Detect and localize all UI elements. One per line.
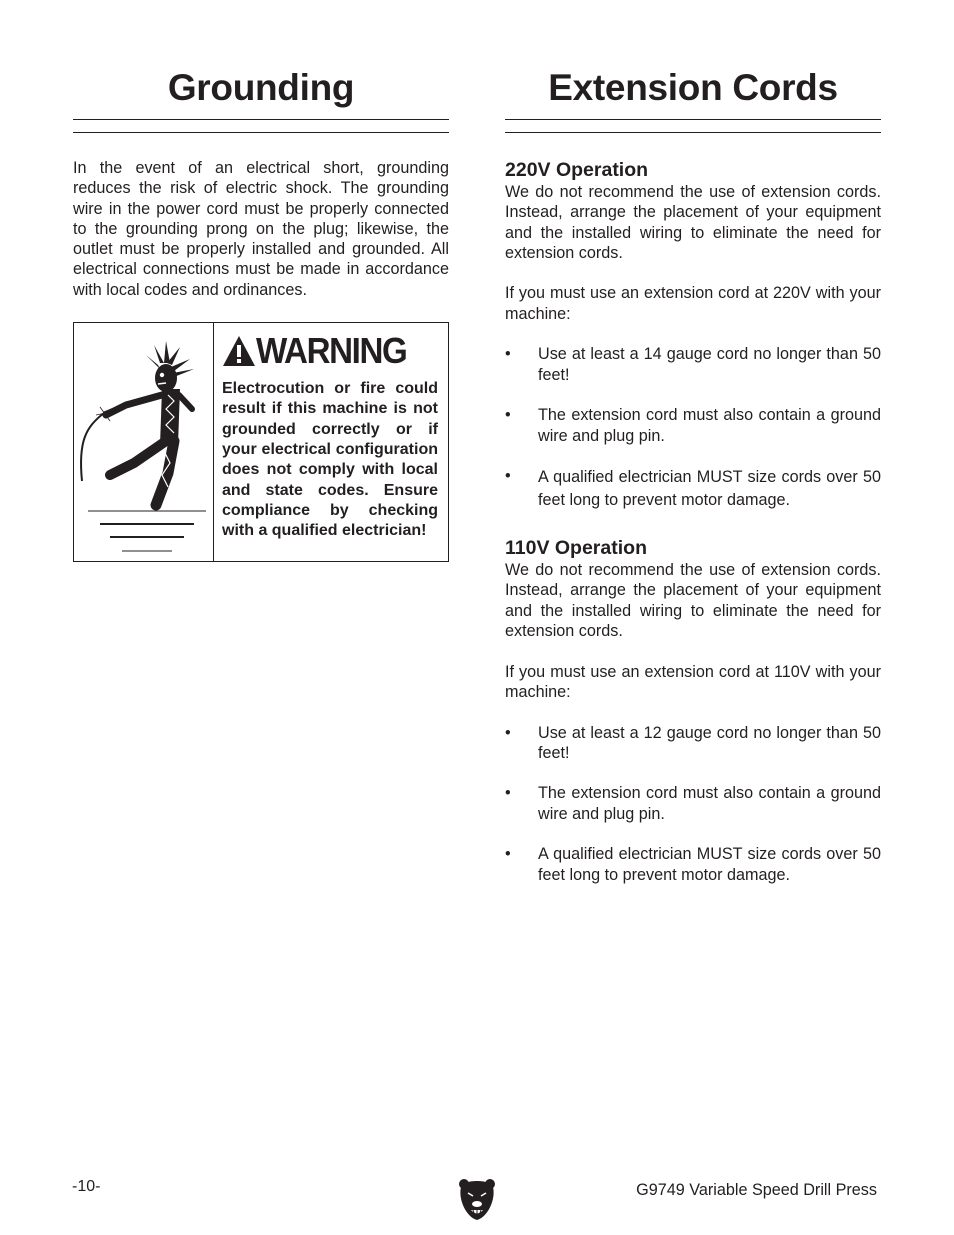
bullet-icon: • xyxy=(505,345,511,364)
warning-triangle-icon xyxy=(222,335,256,367)
list-item xyxy=(505,344,881,385)
page-number: -10- xyxy=(72,1178,101,1195)
list-item-text: Use at least a 14 gauge cord no longer than 50 feet! xyxy=(538,345,881,384)
warning-heading: WARNING xyxy=(256,330,407,372)
document-title: G9749 Variable Speed Drill Press xyxy=(636,1181,877,1199)
section-220v xyxy=(505,158,881,511)
grounding-title: Grounding xyxy=(167,67,355,108)
title-rule xyxy=(505,119,881,133)
bullet-icon: • xyxy=(505,723,511,742)
warning-message: Electrocution or fire could result if this machine is not grounded correctly or if your electrical configuration does not comply with local and state codes. Ensure compliance by checking with a qualified electrician! xyxy=(222,380,438,540)
extension-column xyxy=(505,66,881,885)
warning-text-panel xyxy=(214,323,448,561)
list-item xyxy=(505,844,881,885)
list-item-text: The extension cord must also contain a ground wire and plug pin. xyxy=(538,406,881,445)
grizzly-bear-logo-icon xyxy=(458,1177,496,1226)
list-item-text: A qualified electrician MUST size cords over 50 feet long to prevent motor damage. xyxy=(538,845,881,884)
extension-title: Extension Cords xyxy=(548,67,838,108)
bullet-icon: • xyxy=(505,784,511,803)
grounding-body: In the event of an electrical short, grounding reduces the risk of electric shock. The grounding wire in the power cord must be properly connected to the grounding prong on the plug; likewise, the outlet must be properly installed and grounded. All electrical connections must be made in accordance with local codes and ordinances. xyxy=(73,159,449,299)
electrocution-icon xyxy=(74,323,214,561)
grounding-column xyxy=(73,66,449,562)
list-item xyxy=(505,783,881,824)
bullet-icon: • xyxy=(505,406,511,425)
section-paragraph: If you must use an extension cord at 220V with your machine: xyxy=(505,284,881,323)
warning-box xyxy=(73,322,449,562)
section-paragraph: We do not recommend the use of extension cords. Instead, arrange the placement of your equipment and the installed wiring to eliminate the need for extension cords. xyxy=(505,561,881,641)
section-110v xyxy=(505,536,881,885)
list-item xyxy=(505,405,881,446)
list-item-text: The extension cord must also contain a ground wire and plug pin. xyxy=(538,784,881,823)
title-rule xyxy=(73,119,449,133)
list-item-text: Use at least a 12 gauge cord no longer than 50 feet! xyxy=(538,723,881,762)
list-item-text: A qualified electrician MUST size cords over 50 feet long to prevent motor damage. xyxy=(538,468,881,509)
section-heading: 110V Operation xyxy=(505,537,647,560)
bullet-icon: • xyxy=(505,845,511,864)
section-paragraph: We do not recommend the use of extension cords. Instead, arrange the placement of your equipment and the installed wiring to eliminate the need for extension cords. xyxy=(505,183,881,262)
section-heading: 220V Operation xyxy=(505,159,649,181)
list-item xyxy=(505,466,881,511)
warning-header xyxy=(222,331,438,371)
bullet-icon: • xyxy=(505,467,511,486)
list-item xyxy=(505,723,881,764)
section-paragraph: If you must use an extension cord at 110V with your machine: xyxy=(505,662,881,701)
